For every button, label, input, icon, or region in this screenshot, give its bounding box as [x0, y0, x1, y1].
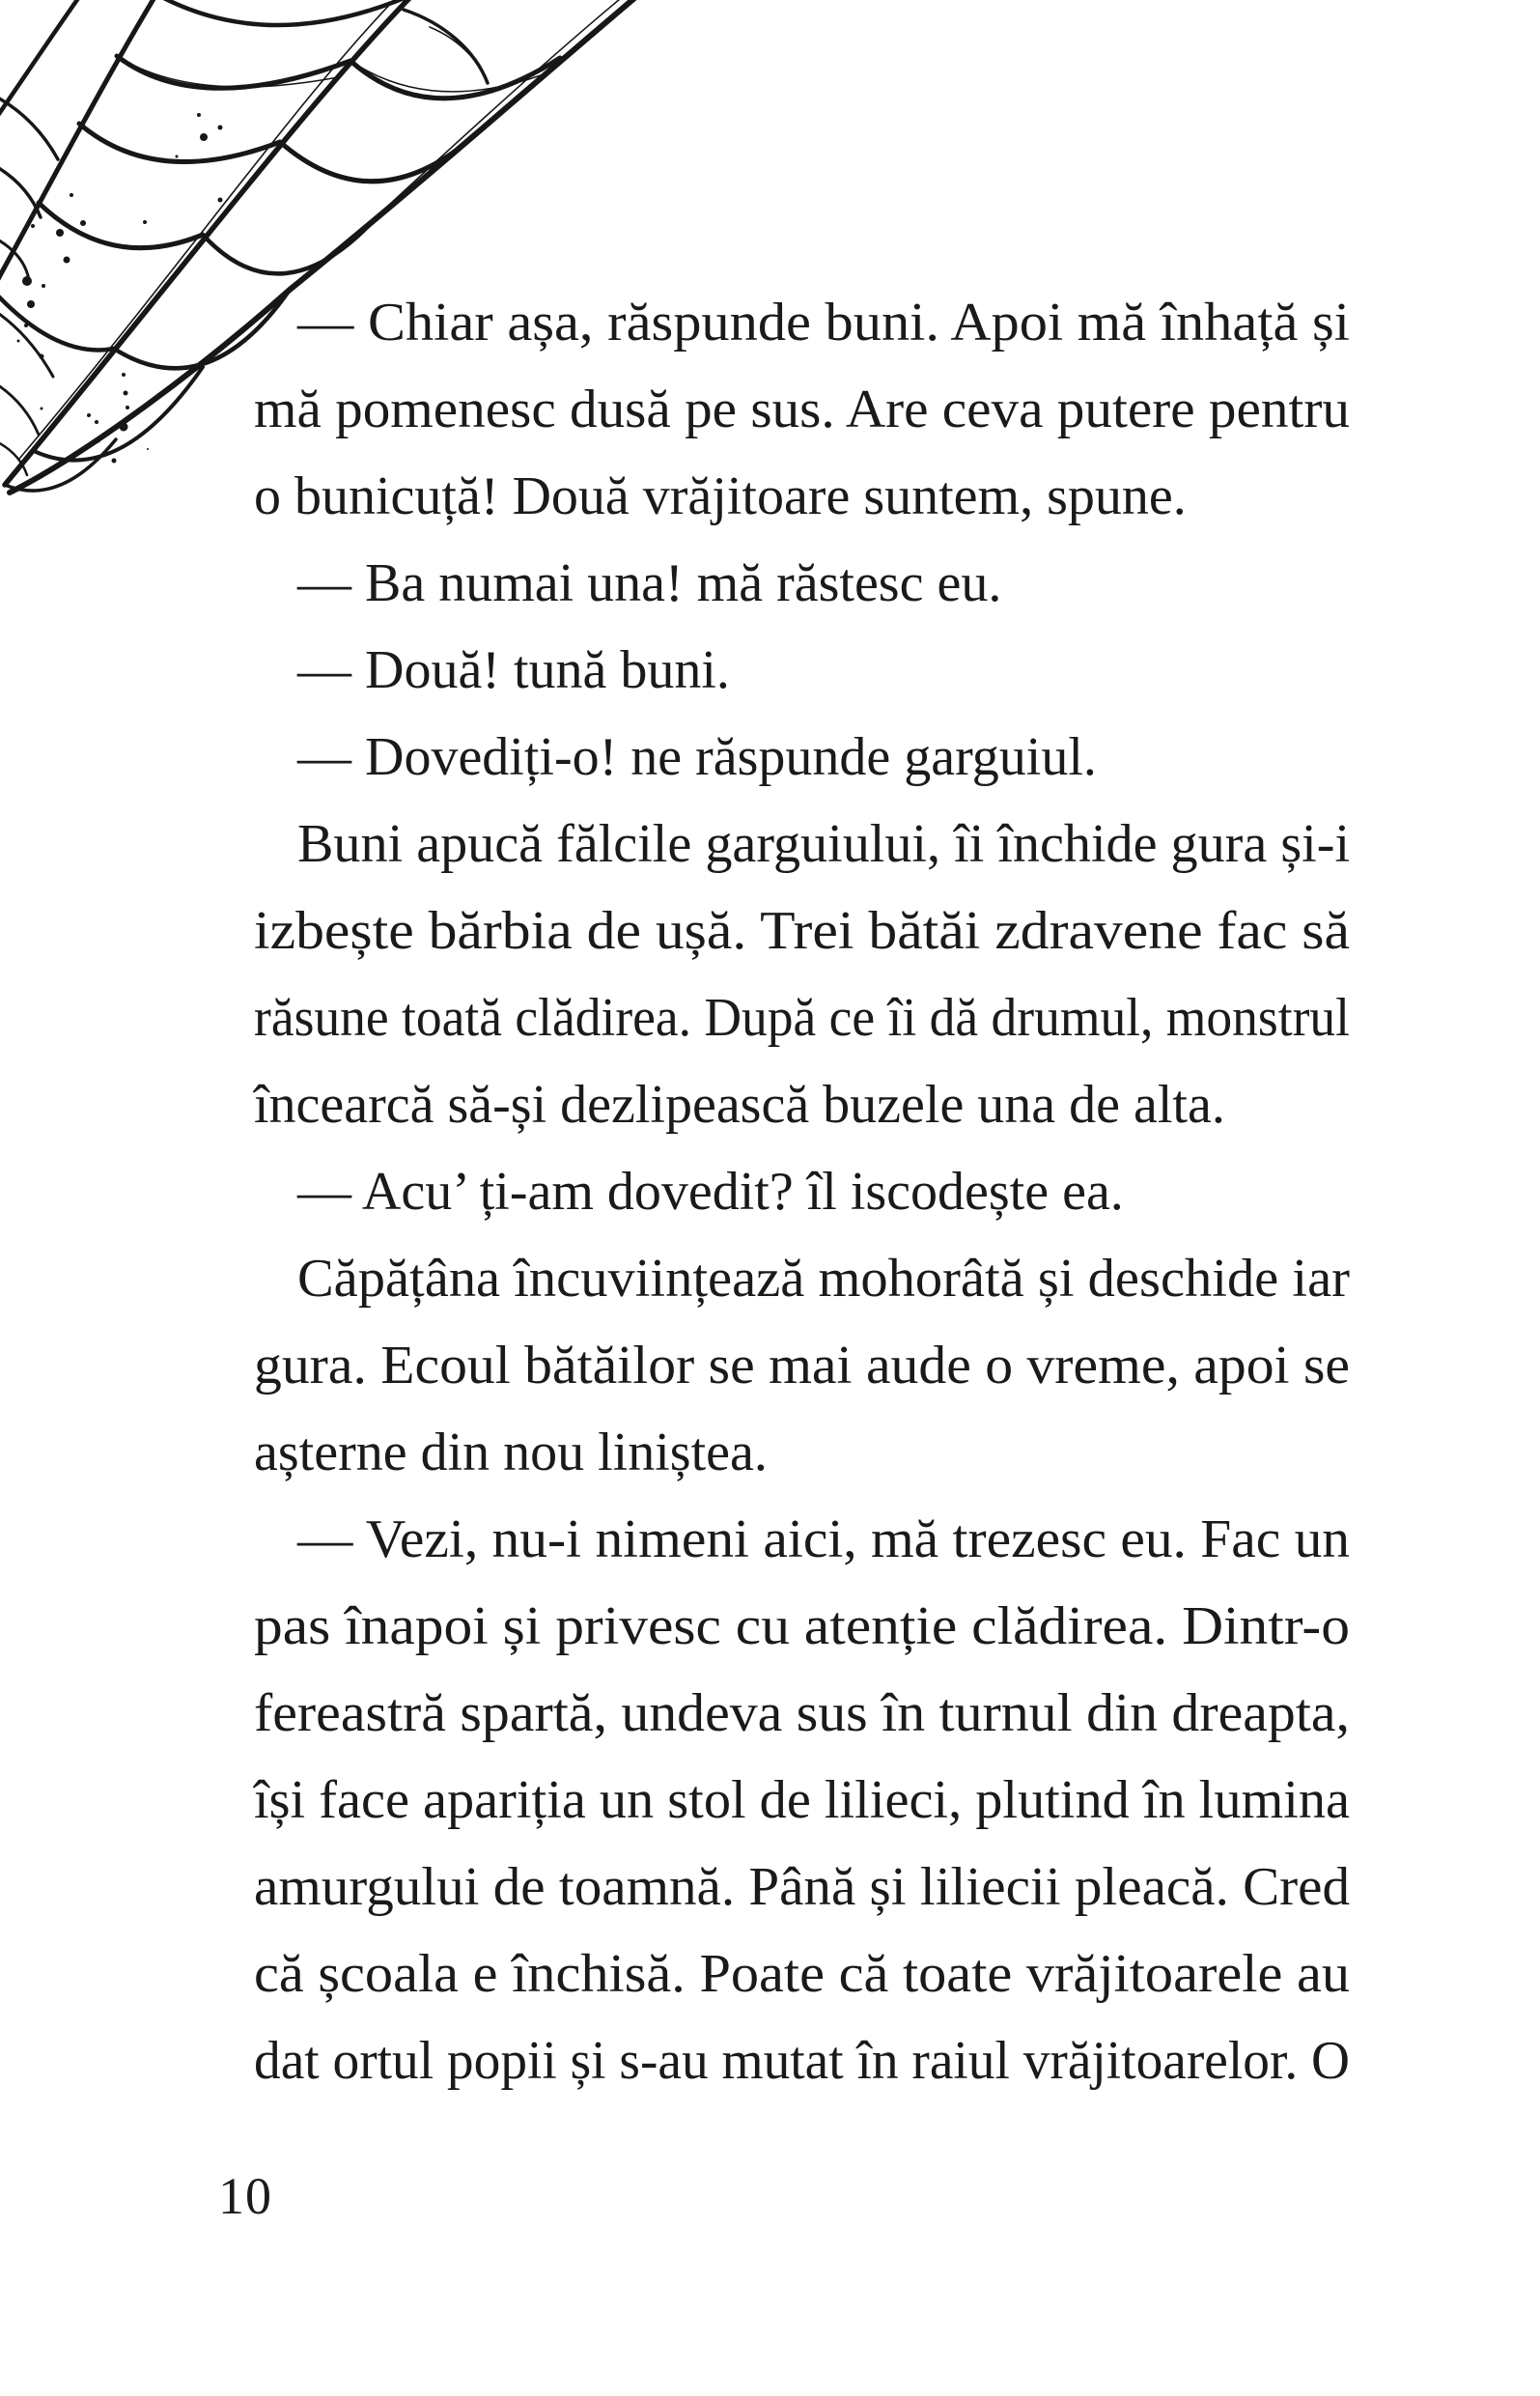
- text-line: — Chiar așa, răspunde buni. Apoi mă înhață și: [297, 293, 1350, 352]
- text-line: amurgului de toamnă. Până și liliecii pleacă. Cred: [254, 1857, 1351, 1917]
- text-line: Căpățâna încuviințează mohorâtă și deschide iar: [297, 1249, 1350, 1309]
- text-line: așterne din nou liniștea.: [254, 1423, 768, 1482]
- text-line: — Dovediți-o! ne răspunde garguiul.: [297, 727, 1097, 787]
- page-number: 10: [218, 2167, 272, 2225]
- text-line: dat ortul popii și s-au mutat în raiul vrăjitoarelor. O: [254, 2031, 1351, 2091]
- text-line: gura. Ecoul bătăilor se mai aude o vreme, apoi se: [254, 1336, 1351, 1395]
- text-line: mă pomenesc dusă pe sus. Are ceva putere pentru: [254, 380, 1350, 439]
- text-line: o bunicuță! Două vrăjitoare suntem, spune.: [254, 466, 1187, 526]
- text-line: încearcă să-și dezlipească buzele una de alta.: [254, 1075, 1225, 1135]
- text-line: fereastră spartă, undeva sus în turnul din dreapta,: [254, 1683, 1351, 1743]
- text-line: — Două! tună buni.: [297, 640, 730, 700]
- text-line: izbește bărbia de ușă. Trei bătăi zdravene fac să: [254, 901, 1350, 961]
- text-line: — Acu’ ți-am dovedit? îl iscodește ea.: [297, 1162, 1124, 1222]
- text-line: răsune toată clădirea. După ce îi dă drumul, monstrul: [254, 988, 1351, 1048]
- text-line: — Ba numai una! mă răstesc eu.: [297, 553, 1002, 613]
- text-line: — Vezi, nu-i nimeni aici, mă trezesc eu. Fac un: [297, 1509, 1351, 1569]
- text-line: își face apariția un stol de lilieci, plutind în lumina: [254, 1770, 1351, 1830]
- text-block: [254, 279, 1350, 2104]
- text-line: că școala e închisă. Poate că toate vrăjitoarele au: [254, 1944, 1350, 2004]
- text-line: pas înapoi și privesc cu atenție clădirea. Dintr-o: [254, 1596, 1350, 1656]
- text-line: Buni apucă fălcile garguiului, îi închide gura și-i: [297, 814, 1351, 874]
- ink-spatter-dots: [17, 113, 223, 464]
